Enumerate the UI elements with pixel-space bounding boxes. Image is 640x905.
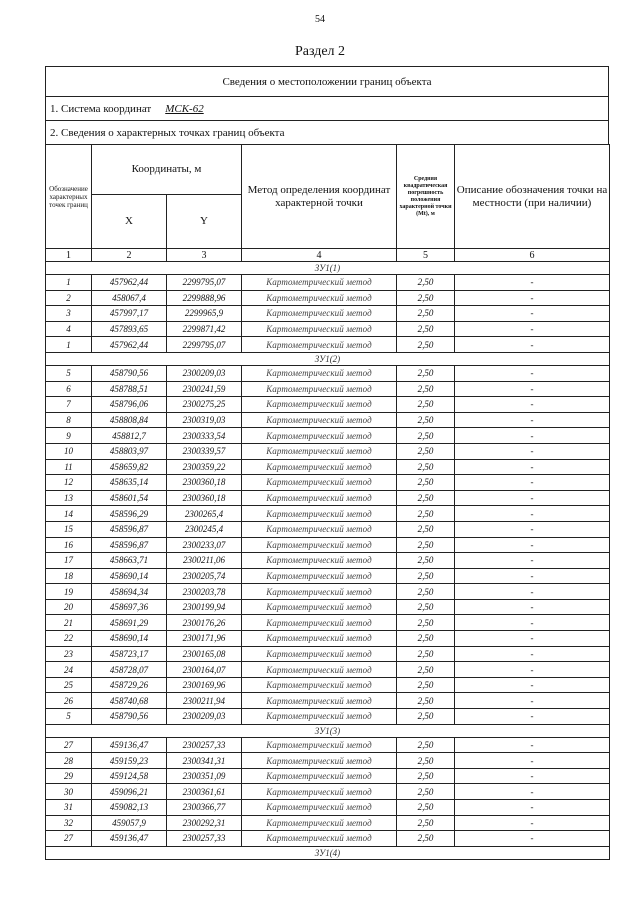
error-value: 2,50 [397,381,455,397]
group-row [46,352,610,365]
points-heading: 2. Сведения о характерных точках границ объекта [45,120,609,144]
error-value: 2,50 [397,506,455,522]
error-value: 2,50 [397,753,455,769]
header-point: Обозначение характерных точек границ [46,145,92,249]
error-value: 2,50 [397,815,455,831]
coord-x: 458596,87 [92,537,167,553]
coord-y: 2299888,96 [167,290,242,306]
coord-x: 457962,44 [92,275,167,291]
description: - [455,568,610,584]
header-error: Средняя квадратическая погрешность положения характерной точки (Mt), м [397,145,455,249]
point-id: 11 [46,459,92,475]
method: Картометрический метод [242,709,397,725]
method: Картометрический метод [242,599,397,615]
point-id: 29 [46,768,92,784]
column-numbers-row [46,249,610,262]
column-number: 5 [397,249,455,262]
description: - [455,521,610,537]
error-value: 2,50 [397,521,455,537]
table-caption: Сведения о местоположении границ объекта [45,66,609,96]
group-label: ЗУ1(1) [46,262,610,275]
point-id: 7 [46,397,92,413]
error-value: 2,50 [397,784,455,800]
coord-y: 2300275,25 [167,397,242,413]
coord-x: 458663,71 [92,553,167,569]
point-id: 17 [46,553,92,569]
coord-y: 2300205,74 [167,568,242,584]
error-value: 2,50 [397,321,455,337]
coord-x: 458596,87 [92,521,167,537]
table-row [46,784,610,800]
description: - [455,475,610,491]
method: Картометрический метод [242,737,397,753]
description: - [455,631,610,647]
method: Картометрический метод [242,753,397,769]
description: - [455,490,610,506]
description: - [455,443,610,459]
description: - [455,337,610,353]
error-value: 2,50 [397,290,455,306]
coord-x: 458690,14 [92,568,167,584]
coord-x: 459136,47 [92,831,167,847]
method: Картометрический метод [242,646,397,662]
description: - [455,753,610,769]
coord-system-value: МСК-62 [165,102,204,115]
table-row [46,584,610,600]
method: Картометрический метод [242,321,397,337]
header-y: Y [167,195,242,249]
table-row [46,321,610,337]
point-id: 3 [46,306,92,322]
coord-y: 2300241,59 [167,381,242,397]
error-value: 2,50 [397,553,455,569]
coord-x: 457997,17 [92,306,167,322]
coord-x: 458596,29 [92,506,167,522]
table-row [46,365,610,381]
point-id: 23 [46,646,92,662]
description: - [455,693,610,709]
description: - [455,459,610,475]
error-value: 2,50 [397,412,455,428]
coord-y: 2300341,31 [167,753,242,769]
coord-x: 458728,07 [92,662,167,678]
coord-y: 2299795,07 [167,275,242,291]
table-row [46,831,610,847]
table-row [46,693,610,709]
description: - [455,537,610,553]
point-id: 20 [46,599,92,615]
description: - [455,784,610,800]
point-id: 25 [46,677,92,693]
error-value: 2,50 [397,646,455,662]
table-row [46,490,610,506]
description: - [455,506,610,522]
table-row [46,337,610,353]
error-value: 2,50 [397,800,455,816]
description: - [455,365,610,381]
error-value: 2,50 [397,306,455,322]
coord-y: 2300199,94 [167,599,242,615]
point-id: 1 [46,275,92,291]
coord-y: 2300351,09 [167,768,242,784]
description: - [455,800,610,816]
method: Картометрический метод [242,459,397,475]
method: Картометрический метод [242,365,397,381]
coord-y: 2300333,54 [167,428,242,444]
method: Картометрический метод [242,397,397,413]
description: - [455,428,610,444]
section-title: Раздел 2 [294,44,346,59]
column-number: 2 [92,249,167,262]
coord-y: 2300211,94 [167,693,242,709]
table-row [46,800,610,816]
coord-y: 2300361,61 [167,784,242,800]
method: Картометрический метод [242,337,397,353]
coord-y: 2300319,03 [167,412,242,428]
error-value: 2,50 [397,365,455,381]
coord-x: 458723,17 [92,646,167,662]
error-value: 2,50 [397,537,455,553]
coord-y: 2300360,18 [167,475,242,491]
error-value: 2,50 [397,443,455,459]
coord-system-label: 1. Система координат [50,102,152,115]
coord-x: 457962,44 [92,337,167,353]
table-row [46,737,610,753]
error-value: 2,50 [397,459,455,475]
point-id: 30 [46,784,92,800]
table-row [46,815,610,831]
description: - [455,815,610,831]
group-label: ЗУ1(3) [46,724,610,737]
method: Картометрический метод [242,275,397,291]
column-number: 4 [242,249,397,262]
error-value: 2,50 [397,397,455,413]
method: Картометрический метод [242,831,397,847]
description: - [455,768,610,784]
point-id: 16 [46,537,92,553]
table-row [46,646,610,662]
error-value: 2,50 [397,831,455,847]
table-row [46,521,610,537]
table-row [46,677,610,693]
description: - [455,584,610,600]
group-label: ЗУ1(4) [46,846,610,859]
method: Картометрический метод [242,521,397,537]
error-value: 2,50 [397,677,455,693]
coord-x: 459096,21 [92,784,167,800]
method: Картометрический метод [242,381,397,397]
method: Картометрический метод [242,537,397,553]
coord-y: 2300211,06 [167,553,242,569]
coord-y: 2300366,77 [167,800,242,816]
point-id: 18 [46,568,92,584]
table-row [46,275,610,291]
group-label: ЗУ1(2) [46,352,610,365]
point-id: 6 [46,381,92,397]
coord-y: 2300257,33 [167,831,242,847]
point-id: 32 [46,815,92,831]
table-row [46,459,610,475]
coord-y: 2300169,96 [167,677,242,693]
description: - [455,615,610,631]
table-row [46,662,610,678]
table-row [46,381,610,397]
coord-x: 458808,84 [92,412,167,428]
description: - [455,397,610,413]
table-row [46,615,610,631]
point-id: 10 [46,443,92,459]
description: - [455,599,610,615]
coord-x: 458729,26 [92,677,167,693]
description: - [455,831,610,847]
error-value: 2,50 [397,631,455,647]
coord-y: 2299795,07 [167,337,242,353]
method: Картометрический метод [242,800,397,816]
error-value: 2,50 [397,615,455,631]
coord-system-line [45,96,609,120]
coord-y: 2300209,03 [167,709,242,725]
method: Картометрический метод [242,443,397,459]
method: Картометрический метод [242,815,397,831]
coord-y: 2300233,07 [167,537,242,553]
method: Картометрический метод [242,475,397,491]
point-id: 15 [46,521,92,537]
point-id: 24 [46,662,92,678]
coord-x: 459136,47 [92,737,167,753]
method: Картометрический метод [242,784,397,800]
coord-y: 2300339,57 [167,443,242,459]
point-id: 12 [46,475,92,491]
description: - [455,553,610,569]
method: Картометрический метод [242,693,397,709]
table-row [46,709,610,725]
coord-x: 458796,06 [92,397,167,413]
table-row [46,631,610,647]
error-value: 2,50 [397,768,455,784]
description: - [455,677,610,693]
table-row [46,475,610,491]
coord-x: 459082,13 [92,800,167,816]
point-id: 8 [46,412,92,428]
coord-x: 458690,14 [92,631,167,647]
description: - [455,290,610,306]
point-id: 27 [46,737,92,753]
description: - [455,306,610,322]
error-value: 2,50 [397,337,455,353]
method: Картометрический метод [242,412,397,428]
table-row [46,553,610,569]
point-id: 13 [46,490,92,506]
coord-y: 2300292,31 [167,815,242,831]
coord-x: 458788,51 [92,381,167,397]
method: Картометрический метод [242,768,397,784]
point-id: 9 [46,428,92,444]
point-id: 1 [46,337,92,353]
table-row [46,753,610,769]
coord-x: 458067,4 [92,290,167,306]
group-row [46,262,610,275]
point-id: 31 [46,800,92,816]
point-id: 5 [46,709,92,725]
point-id: 5 [46,365,92,381]
error-value: 2,50 [397,568,455,584]
point-id: 2 [46,290,92,306]
point-id: 21 [46,615,92,631]
method: Картометрический метод [242,428,397,444]
coord-x: 459124,58 [92,768,167,784]
coord-y: 2300209,03 [167,365,242,381]
coord-y: 2300164,07 [167,662,242,678]
group-row [46,724,610,737]
point-id: 19 [46,584,92,600]
table-row [46,412,610,428]
table-row [46,428,610,444]
error-value: 2,50 [397,475,455,491]
table-row [46,443,610,459]
table-row [46,599,610,615]
table-row [46,768,610,784]
coord-x: 458790,56 [92,365,167,381]
coord-x: 458601,54 [92,490,167,506]
error-value: 2,50 [397,599,455,615]
coord-y: 2300165,08 [167,646,242,662]
method: Картометрический метод [242,662,397,678]
coord-x: 458635,14 [92,475,167,491]
point-id: 26 [46,693,92,709]
method: Картометрический метод [242,506,397,522]
description: - [455,646,610,662]
method: Картометрический метод [242,568,397,584]
error-value: 2,50 [397,275,455,291]
column-number: 3 [167,249,242,262]
point-id: 4 [46,321,92,337]
description: - [455,737,610,753]
table-row [46,306,610,322]
table-row [46,537,610,553]
error-value: 2,50 [397,428,455,444]
coord-x: 458803,97 [92,443,167,459]
error-value: 2,50 [397,693,455,709]
coord-x: 458812,7 [92,428,167,444]
coord-y: 2300245,4 [167,521,242,537]
description: - [455,275,610,291]
page-number: 54 [315,14,325,25]
group-row [46,846,610,859]
header-coords: Координаты, м [92,145,242,195]
header-x: X [92,195,167,249]
coord-y: 2300360,18 [167,490,242,506]
coord-x: 458691,29 [92,615,167,631]
description: - [455,662,610,678]
coord-x: 457893,65 [92,321,167,337]
table-row [46,568,610,584]
method: Картометрический метод [242,584,397,600]
points-table [45,144,610,860]
method: Картометрический метод [242,306,397,322]
description: - [455,381,610,397]
method: Картометрический метод [242,677,397,693]
column-number: 6 [455,249,610,262]
coord-y: 2300176,26 [167,615,242,631]
header-method: Метод определения координат характерной точки [242,145,397,249]
points-table-body [46,262,610,860]
table-row [46,290,610,306]
method: Картометрический метод [242,553,397,569]
coord-x: 458740,68 [92,693,167,709]
coord-x: 458697,36 [92,599,167,615]
coord-y: 2300265,4 [167,506,242,522]
boundary-sheet [45,66,609,860]
point-id: 27 [46,831,92,847]
point-id: 28 [46,753,92,769]
coord-x: 458694,34 [92,584,167,600]
description: - [455,709,610,725]
coord-x: 458790,56 [92,709,167,725]
header-description: Описание обозначения точки на местности (при наличии) [455,145,610,249]
description: - [455,412,610,428]
method: Картометрический метод [242,290,397,306]
column-number: 1 [46,249,92,262]
coord-y: 2300359,22 [167,459,242,475]
coord-y: 2300257,33 [167,737,242,753]
error-value: 2,50 [397,584,455,600]
coord-x: 458659,82 [92,459,167,475]
error-value: 2,50 [397,662,455,678]
description: - [455,321,610,337]
error-value: 2,50 [397,737,455,753]
coord-y: 2300171,96 [167,631,242,647]
error-value: 2,50 [397,709,455,725]
method: Картометрический метод [242,631,397,647]
error-value: 2,50 [397,490,455,506]
method: Картометрический метод [242,615,397,631]
method: Картометрический метод [242,490,397,506]
coord-y: 2299871,42 [167,321,242,337]
coord-x: 459057,9 [92,815,167,831]
point-id: 14 [46,506,92,522]
coord-x: 459159,23 [92,753,167,769]
coord-y: 2299965,9 [167,306,242,322]
table-row [46,506,610,522]
table-row [46,397,610,413]
coord-y: 2300203,78 [167,584,242,600]
point-id: 22 [46,631,92,647]
